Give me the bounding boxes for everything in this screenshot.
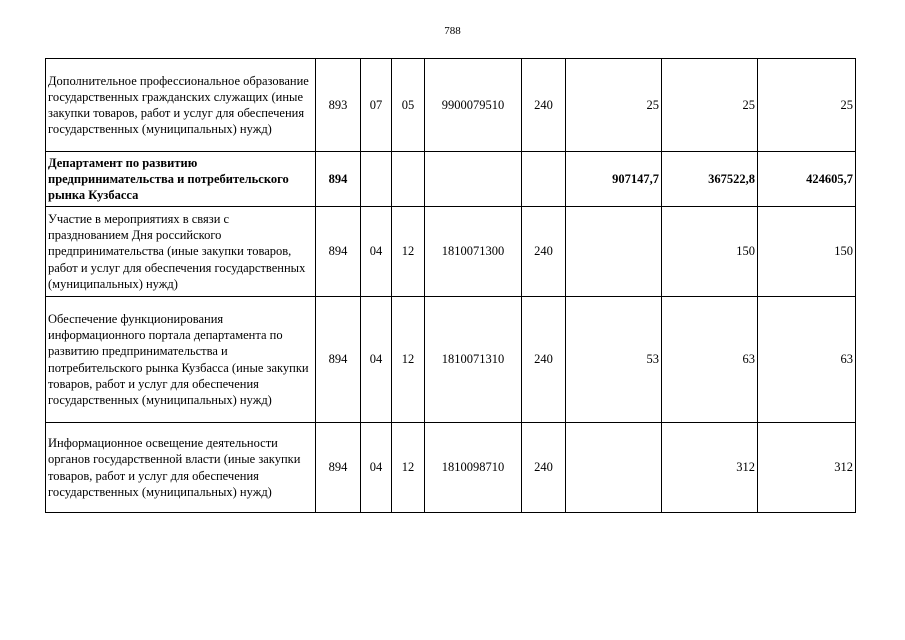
subsection-code: 12 — [392, 297, 425, 423]
subsection-code: 12 — [392, 207, 425, 297]
budget-table — [45, 58, 856, 513]
expense-type: 240 — [522, 423, 566, 513]
year1-amount: 907147,7 — [566, 152, 662, 207]
table-row — [46, 152, 856, 207]
year3-amount: 25 — [758, 59, 856, 152]
year1-amount — [566, 423, 662, 513]
row-name: Департамент по развитию предпринимательства и потребительского рынка Кузбасса — [46, 152, 316, 207]
target-article: 1810098710 — [425, 423, 522, 513]
year3-amount: 312 — [758, 423, 856, 513]
subsection-code: 05 — [392, 59, 425, 152]
table-row — [46, 423, 856, 513]
section-code: 04 — [361, 207, 392, 297]
row-name: Дополнительное профессиональное образование государственных гражданских служащих (иные закупки товаров, работ и услуг для обеспечения государственных (муниципальных) нужд) — [46, 59, 316, 152]
section-code: 04 — [361, 297, 392, 423]
year1-amount: 53 — [566, 297, 662, 423]
target-article: 9900079510 — [425, 59, 522, 152]
ministry-code: 894 — [316, 207, 361, 297]
year3-amount: 150 — [758, 207, 856, 297]
row-name: Обеспечение функционирования информационного портала департамента по развитию предпринимательства и потребительского рынка Кузбасса (иные закупки товаров, работ и услуг для обеспечения государственных (муниципальных) нужд) — [46, 297, 316, 423]
table-row — [46, 207, 856, 297]
section-code: 04 — [361, 423, 392, 513]
subsection-code — [392, 152, 425, 207]
year3-amount: 63 — [758, 297, 856, 423]
expense-type — [522, 152, 566, 207]
page-number: 788 — [444, 25, 461, 37]
row-name: Информационное освещение деятельности органов государственной власти (иные закупки товаров, работ и услуг для обеспечения государственных (муниципальных) нужд) — [46, 423, 316, 513]
table-row — [46, 297, 856, 423]
year1-amount — [566, 207, 662, 297]
target-article: 1810071300 — [425, 207, 522, 297]
year2-amount: 150 — [662, 207, 758, 297]
ministry-code: 894 — [316, 297, 361, 423]
ministry-code: 894 — [316, 152, 361, 207]
ministry-code: 893 — [316, 59, 361, 152]
year2-amount: 367522,8 — [662, 152, 758, 207]
year2-amount: 312 — [662, 423, 758, 513]
year3-amount: 424605,7 — [758, 152, 856, 207]
section-code — [361, 152, 392, 207]
expense-type: 240 — [522, 207, 566, 297]
section-code: 07 — [361, 59, 392, 152]
year2-amount: 63 — [662, 297, 758, 423]
year2-amount: 25 — [662, 59, 758, 152]
table-row — [46, 59, 856, 152]
year1-amount: 25 — [566, 59, 662, 152]
expense-type: 240 — [522, 59, 566, 152]
expense-type: 240 — [522, 297, 566, 423]
ministry-code: 894 — [316, 423, 361, 513]
target-article — [425, 152, 522, 207]
row-name: Участие в мероприятиях в связи с празднованием Дня российского предпринимательства (иные закупки товаров, работ и услуг для обеспечения государственных (муниципальных) нужд) — [46, 207, 316, 297]
subsection-code: 12 — [392, 423, 425, 513]
target-article: 1810071310 — [425, 297, 522, 423]
